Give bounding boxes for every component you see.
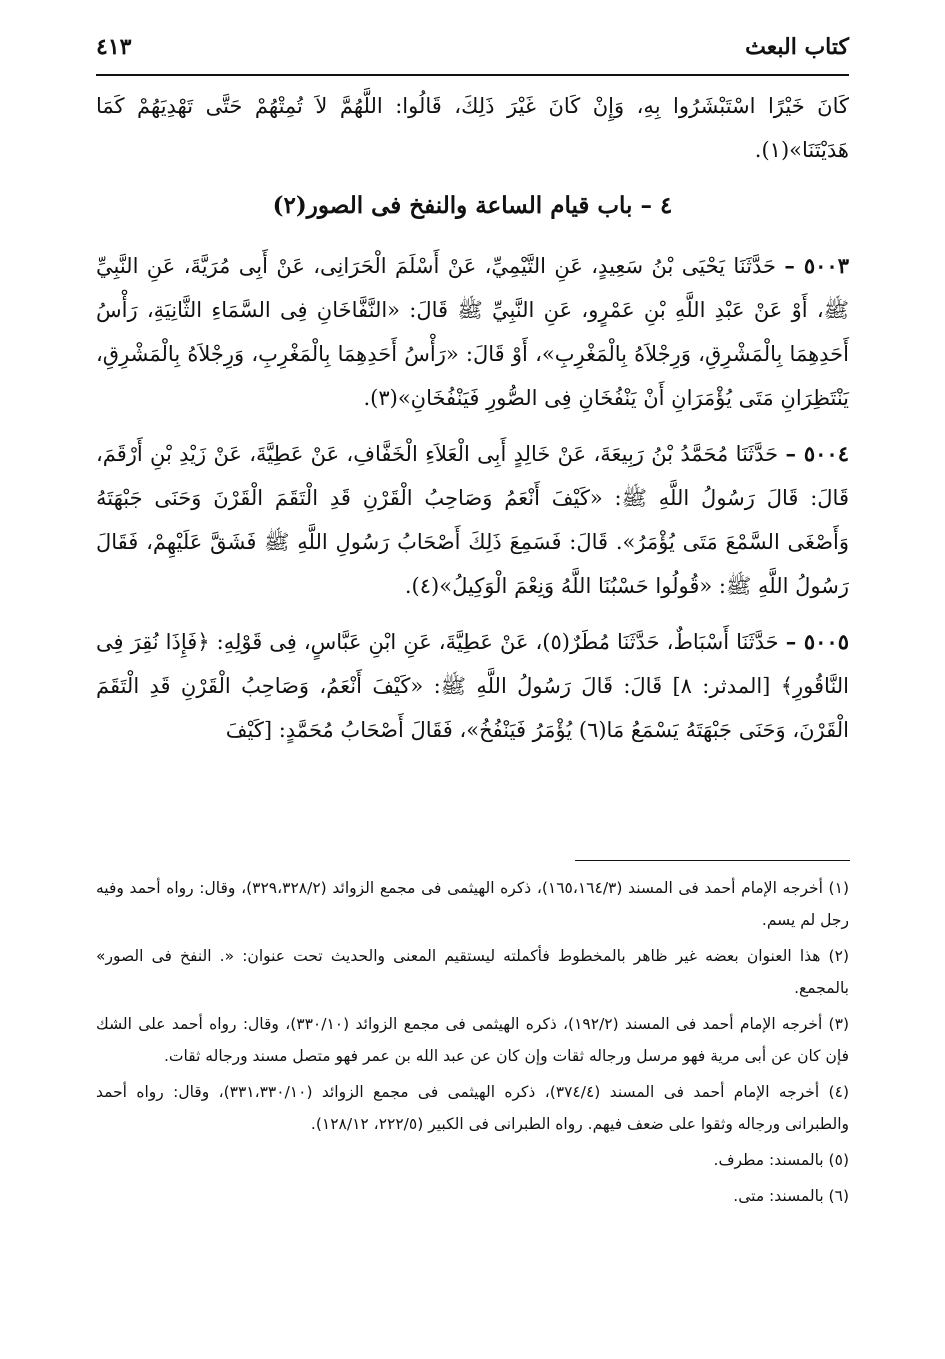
footnote-1: (١) أخرجه الإمام أحمد فى المسند (١٦٥،١٦٤/٣)، ذكره الهيثمى فى مجمع الزوائد (٣٢٩،٣٢٨/٢)، وقال: رواه أحمد وفيه رجل لم يسم.: [96, 879, 849, 929]
footnote-separator: [575, 860, 850, 861]
hadith-5005: [96, 620, 849, 752]
hadith-text: حَدَّثَنَا مُحَمَّدُ بْنُ رَبِيعَةَ، عَنْ خَالِدٍ أَبِى الْعَلاَءِ الْخَفَّافِ، عَنْ عَطِيَّةَ، عَنْ زَيْدِ بْنِ أَرْقَمَ، قَالَ: قَالَ رَسُولُ اللَّهِ ﷺ: «كَيْفَ أَنْعَمُ وَصَاحِبُ الْقَرْنِ قَدِ الْتَقَمَ الْقَرْنَ وَحَنَى جَبْهَتَهُ وَأَصْغَى السَّمْعَ مَتَى يُؤْمَرُ». قَالَ: فَسَمِعَ ذَلِكَ أَصْحَابُ رَسُولِ اللَّهِ ﷺ فَشَقَّ عَلَيْهِمْ، فَقَالَ رَسُولُ اللَّهِ ﷺ: «قُولُوا حَسْبُنَا اللَّهُ وَنِعْمَ الْوَكِيلُ»(٤).: [96, 442, 849, 598]
footnote-4: (٤) أخرجه الإمام أحمد فى المسند (٣٧٤/٤)، ذكره الهيثمى فى مجمع الزوائد (٣٣١،٣٣٠/١٠)، وقال: رواه أحمد والطبرانى ورجاله وثقوا على ضعف فيهم. رواه الطبرانى فى الكبير (٢٢٢/٥، ١٢٨/١٢).: [96, 1083, 849, 1133]
footnote-3: (٣) أخرجه الإمام أحمد فى المسند (١٩٢/٢)، ذكره الهيثمى فى مجمع الزوائد (٣٣٠/١٠)، وقال: رواه أحمد على الشك فإن كان عن أبى مرية فهو مرسل ورجاله ثقات وإن كان عن عبد الله بن عمر فهو متصل مسند ورجاله ثقات.: [96, 1015, 849, 1065]
hadith-number: ٥٠٠٤ –: [785, 441, 849, 466]
main-text: [96, 84, 849, 764]
page-number: ٤١٣: [96, 34, 132, 60]
hadith-text: حَدَّثَنَا يَحْيَى بْنُ سَعِيدٍ، عَنِ التَّيْمِيِّ، عَنْ أَسْلَمَ الْحَرَانِى، عَنْ أَبِى مُرَيَّةَ، عَنِ النَّبِيِّ ﷺ، أَوْ عَنْ عَبْدِ اللَّهِ بْنِ عَمْرٍو، عَنِ النَّبِيِّ ﷺ قَالَ: «النَّفَّاخَانِ فِى السَّمَاءِ الثَّانِيَةِ، رَأْسُ أَحَدِهِمَا بِالْمَشْرِقِ، وَرِجْلاَهُ بِالْمَغْرِبِ»، أَوْ قَالَ: «رَأْسُ أَحَدِهِمَا بِالْمَغْرِبِ، وَرِجْلاَهُ بِالْمَشْرِقِ، يَنْتَظِرَانِ مَتَى يُؤْمَرَانِ أَنْ يَنْفُخَانِ فِى الصُّورِ فَيَنْفُخَانِ»(٣).: [96, 254, 849, 410]
footnotes: [96, 872, 849, 1216]
book-title: كتاب البعث: [745, 34, 849, 60]
section-heading: ٤ – باب قيام الساعة والنفخ فى الصور(٢): [272, 192, 673, 219]
footnote-2: (٢) هذا العنوان بعضه غير ظاهر بالمخطوط فأكملته ليستقيم المعنى والحديث تحت عنوان: «. النفخ فى الصور» بالمجمع.: [96, 947, 849, 997]
hadith-text: حَدَّثَنَا أَسْبَاطٌ، حَدَّثَنَا مُطَرٌ(٥)، عَنْ عَطِيَّةَ، عَنِ ابْنِ عَبَّاسٍ، فِى قَوْلِهِ: ﴿فَإِذَا نُقِرَ فِى النَّاقُورِ﴾ [المدثر: ٨] قَالَ: قَالَ رَسُولُ اللَّهِ ﷺ: «كَيْفَ أَنْعَمُ، وَصَاحِبُ الْقَرْنِ قَدِ الْتَقَمَ الْقَرْنَ، وَحَنَى جَبْهَتَهُ يَسْمَعُ مَا(٦) يُؤْمَرُ فَيَنْفُخُ»، فَقَالَ أَصْحَابُ مُحَمَّدٍ: [كَيْفَ: [96, 630, 850, 742]
hadith-5004: [96, 432, 849, 608]
intro-paragraph: كَانَ خَيْرًا اسْتَبْشَرُوا بِهِ، وَإِنْ كَانَ غَيْرَ ذَلِكَ، قَالُوا: اللَّهُمَّ لاَ تُمِتْهُمْ حَتَّى تَهْدِيَهُمْ كَمَا هَدَيْتَنَا»(١).: [96, 94, 849, 162]
hadith-number: ٥٠٠٥ –: [785, 629, 849, 654]
hadith-5003: [96, 244, 849, 420]
footnote-6: (٦) بالمسند: متى.: [733, 1187, 849, 1205]
page-header: [96, 28, 849, 76]
footnote-5: (٥) بالمسند: مطرف.: [713, 1151, 849, 1169]
hadith-number: ٥٠٠٣ –: [784, 253, 849, 278]
